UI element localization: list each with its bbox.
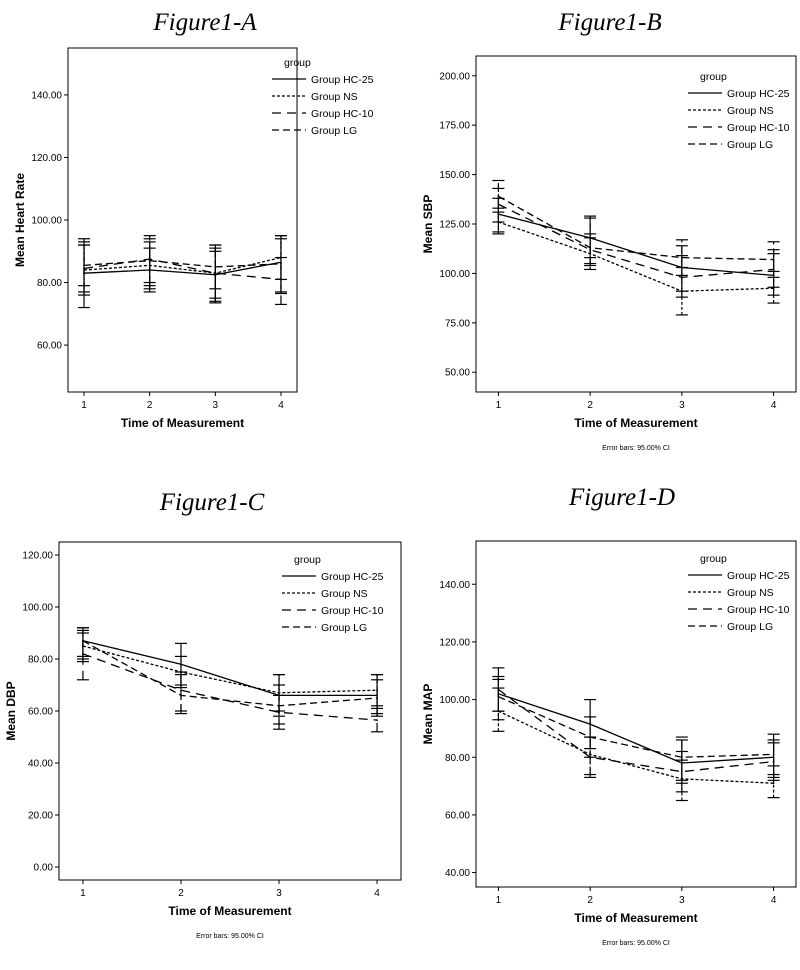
legend-label-hc25: Group HC-25 [727, 88, 790, 100]
data-point [498, 203, 500, 205]
plot-frame [68, 48, 297, 392]
data-point [589, 247, 591, 249]
series-ns [77, 630, 383, 711]
series-line [83, 646, 377, 693]
legend-label-lg: Group LG [727, 621, 774, 633]
data-point [376, 719, 378, 721]
x-tick-label: 1 [495, 400, 502, 411]
panel-sbp [421, 9, 796, 452]
series-line [498, 222, 773, 291]
y-tick-label: 75.00 [444, 318, 470, 330]
x-tick-label: 2 [178, 888, 184, 899]
y-tick-label: 80.00 [444, 752, 470, 764]
data-point [278, 692, 280, 694]
series-line [498, 196, 773, 259]
series-line [83, 654, 377, 720]
data-point [681, 771, 683, 773]
y-tick-label: 200.00 [439, 71, 470, 83]
y-axis-title: Mean MAP [421, 683, 435, 745]
series-hc25 [78, 236, 287, 308]
data-point [180, 689, 182, 691]
series-ns [492, 688, 779, 800]
y-tick-label: 80.00 [36, 278, 62, 290]
legend-label-hc25: Group HC-25 [727, 570, 790, 582]
series-line [84, 261, 281, 267]
series-line [498, 697, 773, 758]
x-tick-label: 3 [679, 895, 685, 906]
series-hc10 [78, 236, 287, 305]
y-tick-label: 150.00 [439, 170, 470, 182]
data-point [498, 689, 500, 691]
data-point [278, 705, 280, 707]
data-point [280, 263, 282, 265]
data-point [681, 756, 683, 758]
legend [688, 553, 790, 633]
data-point [773, 753, 775, 755]
legend-label-hc10: Group HC-10 [727, 604, 790, 616]
y-tick-label: 40.00 [27, 758, 53, 770]
chart-title: Figure1-A [153, 9, 257, 36]
legend-label-ns: Group NS [311, 91, 358, 103]
error-bar-note: Error bars: 95.00% CI [602, 940, 670, 947]
y-tick-label: 60.00 [27, 706, 53, 718]
x-tick-label: 3 [679, 400, 685, 411]
legend-label-hc10: Group HC-10 [727, 122, 790, 134]
legend-label-hc25: Group HC-25 [311, 74, 374, 86]
data-point [681, 276, 683, 278]
data-point [681, 257, 683, 259]
series-line [83, 641, 377, 696]
x-tick-label: 1 [81, 400, 87, 411]
y-tick-label: 40.00 [444, 868, 470, 880]
data-point [773, 269, 775, 271]
legend-title: group [284, 57, 311, 69]
legend-label-ns: Group NS [321, 588, 368, 600]
x-axis-title: Time of Measurement [574, 911, 698, 925]
series-hc10 [492, 188, 779, 297]
error-bar-note: Error bars: 95.00% CI [196, 933, 264, 940]
x-axis-title: Time of Measurement [168, 904, 292, 918]
chart-title: Figure1-D [569, 484, 675, 511]
legend-label-lg: Group LG [311, 125, 358, 137]
series-lg [77, 628, 383, 724]
legend-label-ns: Group NS [727, 105, 774, 117]
data-point [589, 253, 591, 255]
x-tick-label: 2 [146, 400, 153, 411]
legend-title: group [700, 553, 727, 565]
y-tick-label: 20.00 [27, 810, 53, 822]
data-point [773, 259, 775, 261]
data-point [498, 195, 500, 197]
data-point [180, 695, 182, 697]
y-tick-label: 120.00 [22, 550, 53, 562]
y-tick-label: 140.00 [31, 90, 62, 102]
x-tick-label: 4 [374, 888, 380, 899]
y-tick-label: 120.00 [439, 637, 470, 649]
x-tick-label: 1 [495, 895, 502, 906]
data-point [82, 640, 84, 642]
panel-dbp [4, 489, 401, 940]
legend-label-lg: Group LG [727, 139, 774, 151]
panel-heart-rate [13, 9, 374, 430]
x-axis-title: Time of Measurement [120, 416, 245, 430]
panel-map [421, 484, 796, 947]
x-tick-label: 4 [770, 400, 777, 411]
x-tick-label: 4 [278, 400, 284, 411]
y-tick-label: 60.00 [444, 810, 470, 822]
series-lg [78, 239, 287, 292]
data-point [589, 736, 591, 738]
y-tick-label: 80.00 [27, 654, 53, 666]
data-point [83, 264, 85, 266]
series-line [84, 259, 281, 279]
y-axis-title: Mean Heart Rate [13, 172, 27, 268]
series-lg [492, 181, 779, 278]
series-hc10 [492, 677, 779, 792]
y-tick-label: 60.00 [36, 340, 62, 352]
data-point [376, 697, 378, 699]
data-point [773, 782, 775, 784]
series-hc25 [77, 628, 383, 716]
x-tick-label: 2 [587, 895, 593, 906]
x-axis-title: Time of Measurement [574, 416, 698, 430]
y-tick-label: 175.00 [439, 120, 470, 132]
data-point [498, 696, 500, 698]
legend [282, 554, 384, 634]
y-tick-label: 100.00 [439, 268, 470, 280]
series-line [498, 204, 773, 277]
legend-label-hc25: Group HC-25 [321, 571, 384, 583]
series-line [84, 262, 281, 275]
legend-label-ns: Group NS [727, 587, 774, 599]
y-tick-label: 0.00 [33, 862, 53, 874]
legend-title: group [294, 554, 321, 566]
x-tick-label: 4 [770, 895, 777, 906]
data-point [149, 260, 151, 262]
legend [272, 57, 374, 137]
legend [688, 71, 790, 151]
legend-label-hc10: Group HC-10 [321, 605, 384, 617]
y-tick-label: 140.00 [439, 579, 470, 591]
y-axis-title: Mean SBP [421, 194, 435, 254]
y-axis-title: Mean DBP [4, 681, 18, 741]
y-tick-label: 100.00 [22, 602, 53, 614]
y-tick-label: 125.00 [439, 219, 470, 231]
legend-label-hc10: Group HC-10 [311, 108, 374, 120]
y-tick-label: 100.00 [439, 695, 470, 707]
x-tick-label: 3 [212, 400, 219, 411]
chart-title: Figure1-C [159, 489, 265, 516]
chart-title: Figure1-B [558, 9, 662, 36]
x-tick-label: 3 [276, 888, 282, 899]
y-tick-label: 120.00 [31, 152, 62, 164]
data-point [214, 266, 216, 268]
series-line [498, 694, 773, 763]
legend-title: group [700, 71, 727, 83]
x-tick-label: 2 [587, 400, 593, 411]
y-tick-label: 100.00 [31, 215, 62, 227]
series-hc25 [492, 198, 779, 295]
y-tick-label: 50.00 [444, 367, 470, 379]
error-bar-note: Error bars: 95.00% CI [602, 445, 670, 452]
legend-label-lg: Group LG [321, 622, 368, 634]
series-line [498, 214, 773, 275]
x-tick-label: 1 [80, 888, 86, 899]
